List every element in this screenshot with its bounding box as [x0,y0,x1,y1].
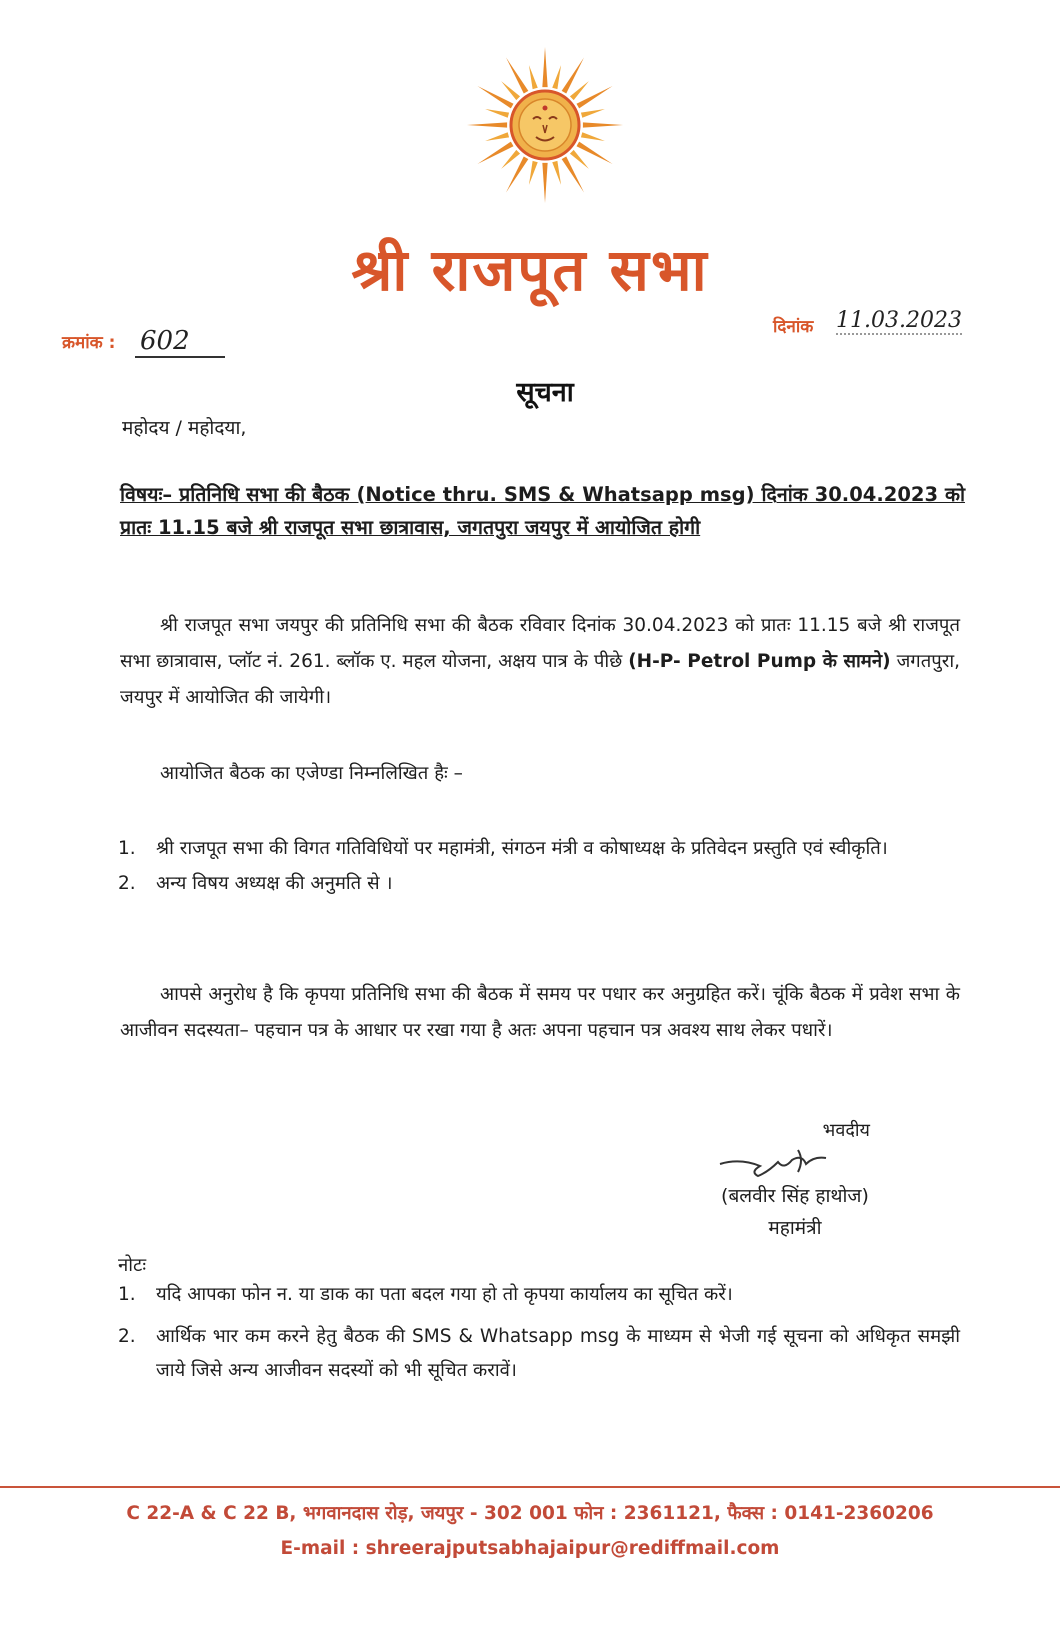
note-item [118,1278,960,1312]
agenda-item [118,831,960,866]
agenda-intro: आयोजित बैठक का एजेण्डा निम्नलिखित हैः – [160,763,463,784]
reference-label: क्रमांक : [62,333,116,353]
sun-ray [485,132,509,141]
request-paragraph [120,977,960,1049]
sun-ray [581,109,605,118]
reference-number: 602 [140,326,190,356]
agenda-item-number: 2. [118,873,136,894]
signer-name: (बलवीर सिंह हाथोज) [721,1185,869,1207]
footer-address: C 22-A & C 22 B, भगवानदास रोड़, जयपुर - 302 001 फोन : 2361121, फैक्स : 0141-2360206 [126,1503,934,1524]
note-item-number: 1. [118,1284,136,1305]
note-item-text: आर्थिक भार कम करने हेतु बैठक की SMS & Whatsapp msg के माध्यम से भेजी गई सूचना को अधिकृत समझी जाये जिसे अन्य आजीवन सदस्यों को भी सूचित करावें। [156,1326,960,1381]
sun-ray [529,65,538,89]
request-paragraph-text: आपसे अनुरोध है कि कृपया प्रतिनिधि सभा की बैठक में समय पर पधार कर अनुग्रहित करें। चूंकि बैठक में प्रवेश सभा के आजीवन सदस्यता– पहचान पत्र के आधार पर रखा गया है अतः अपना पहचान पत्र अवश्य साथ लेकर पधारें। [120,984,960,1041]
sun-ray [552,65,561,89]
note-item [118,1320,960,1388]
footer-email[interactable]: E-mail : shreerajputsabhajaipur@rediffmail.com [280,1538,780,1559]
sun-ray [552,161,561,185]
date-label: दिनांक [773,317,814,337]
sun-ray [581,132,605,141]
note-item-text: यदि आपका फोन न. या डाक का पता बदल गया हो तो कृपया कार्यालय का सूचित करें। [156,1284,733,1305]
yours-faithfully: भवदीय [822,1120,870,1141]
meeting-paragraph [120,608,960,716]
agenda-item-text: श्री राजपूत सभा की विगत गतिविधियों पर महामंत्री, संगठन मंत्री व कोषाध्यक्ष के प्रतिवेदन प्रस्तुति एवं स्वीकृति। [156,838,888,859]
date-value: 11.03.2023 [836,308,962,333]
sun-ray [570,150,589,169]
meeting-paragraph-end: जगतपुरा, जयपुर में आयोजित की जायेगी। [120,651,960,708]
meeting-paragraph-text: श्री राजपूत सभा जयपुर की प्रतिनिधि सभा की बैठक रविवार दिनांक 30.04.2023 को प्रातः 11.15 बजे श्री राजपूत सभा छात्रावास, प्लॉट नं. 261. ब्लॉक ए. महल योजना, अक्षय पात्र के पीछे [120,615,960,672]
note-label: नोटः [118,1255,147,1276]
sun-ray [570,81,589,100]
agenda-item-number: 1. [118,838,136,859]
subject-line: विषयः– प्रतिनिधि सभा की बैठक (Notice thru. SMS & Whatsapp msg) दिनांक 30.04.2023 को प्रातः 11.15 बजे श्री राजपूत सभा छात्रावास, जगतपुरा जयपुर में आयोजित होगी [120,483,965,539]
notes-list [118,1278,960,1396]
sun-ray [501,81,520,100]
sun-ray [467,122,507,127]
note-item-number: 2. [118,1326,136,1347]
sun-logo [465,40,625,210]
sun-ray [529,161,538,185]
organization-name: श्री राजपूत सभा [351,236,709,304]
agenda-item-text: अन्य विषय अध्यक्ष की अनुमति से । [156,873,393,894]
handwritten-signature [680,1142,910,1182]
meeting-landmark: (H-P- Petrol Pump के सामने) [628,651,891,672]
sun-ray [542,163,547,203]
notice-title: सूचना [516,377,574,408]
sun-ray [542,47,547,87]
agenda-item [118,866,960,901]
salutation: महोदय / महोदया, [122,417,247,439]
sun-ray [583,122,623,127]
sun-ray [485,109,509,118]
signer-designation: महामंत्री [768,1217,822,1239]
signature-block [680,1118,910,1240]
reference-underline [135,356,225,358]
sun-ray [501,150,520,169]
footer-divider [0,1486,1060,1488]
agenda-list [118,831,960,901]
